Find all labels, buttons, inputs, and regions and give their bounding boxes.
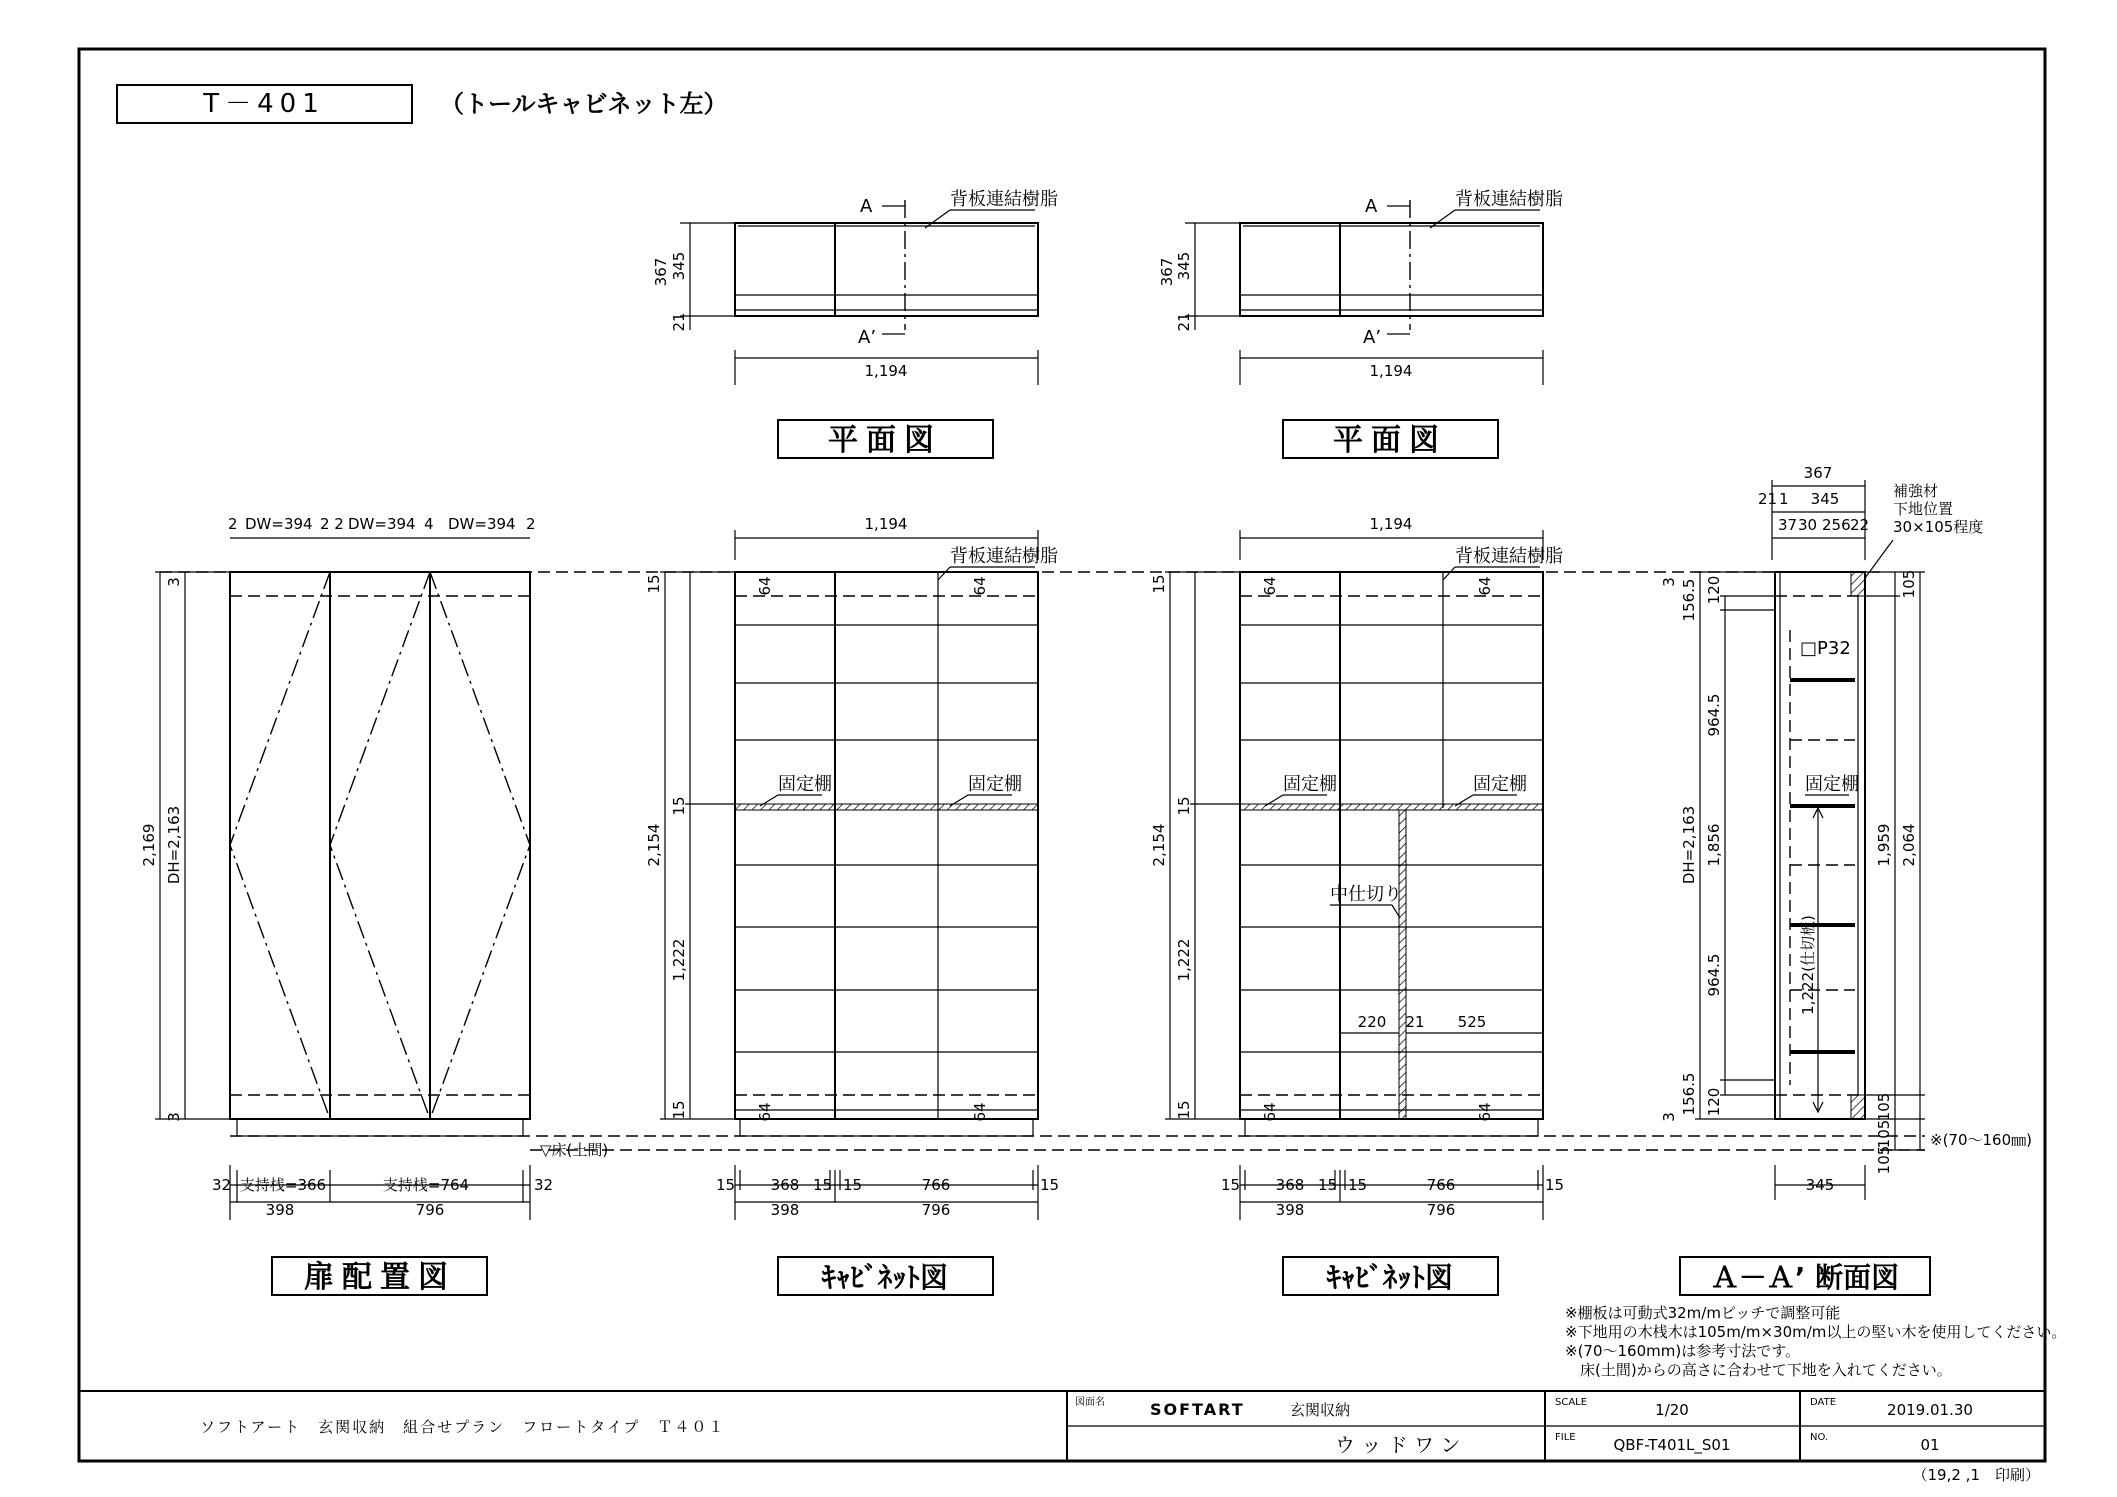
svg-text:固定棚: 固定棚 <box>778 774 832 795</box>
svg-text:367: 367 <box>1803 464 1833 482</box>
plan-title-left: 平面図 <box>828 423 942 458</box>
svg-text:DW=394: DW=394 <box>245 515 313 533</box>
svg-text:64: 64 <box>756 1102 774 1122</box>
svg-text:固定棚: 固定棚 <box>1473 774 1527 795</box>
svg-text:中仕切り: 中仕切り <box>1330 884 1402 905</box>
svg-text:398: 398 <box>770 1201 800 1219</box>
floor-label: ▽床(土間) <box>540 1141 609 1159</box>
cabinet-title-left: ｷｬﾋﾞﾈｯﾄ図 <box>821 1261 949 1294</box>
svg-text:ソフトアート 玄関収納 組合せプラン フロートタイプ Ｔ４０: ソフトアート 玄関収納 組合せプラン フロートタイプ Ｔ４０１ <box>200 1418 726 1436</box>
svg-text:525: 525 <box>1457 1013 1487 1031</box>
svg-text:3: 3 <box>1660 1112 1678 1122</box>
svg-text:766: 766 <box>921 1176 951 1194</box>
svg-text:1,222: 1,222 <box>670 938 688 982</box>
svg-text:2,154: 2,154 <box>1150 823 1168 867</box>
svg-text:64: 64 <box>971 576 989 596</box>
svg-text:398: 398 <box>1275 1201 1305 1219</box>
svg-text:FILE: FILE <box>1555 1432 1576 1443</box>
svg-text:1: 1 <box>1779 490 1789 508</box>
svg-text:796: 796 <box>415 1201 445 1219</box>
svg-text:21: 21 <box>1405 1013 1425 1031</box>
svg-text:DW=394: DW=394 <box>448 515 516 533</box>
svg-text:3: 3 <box>1660 577 1678 587</box>
svg-text:15: 15 <box>670 1100 688 1120</box>
svg-text:64: 64 <box>1261 576 1279 596</box>
svg-text:22: 22 <box>1850 516 1870 534</box>
title-block <box>79 1391 2045 1461</box>
svg-text:15: 15 <box>1318 1176 1338 1194</box>
svg-text:1,856: 1,856 <box>1705 823 1723 867</box>
svg-text:15: 15 <box>645 574 663 594</box>
svg-text:SOFTART: SOFTART <box>1150 1400 1245 1419</box>
svg-text:15: 15 <box>813 1176 833 1194</box>
svg-text:105: 105 <box>1875 1092 1893 1122</box>
svg-text:1/20: 1/20 <box>1655 1401 1689 1419</box>
svg-text:背板連結樹脂: 背板連結樹脂 <box>950 189 1058 210</box>
svg-text:2019.01.30: 2019.01.30 <box>1887 1401 1973 1419</box>
svg-text:15: 15 <box>1221 1176 1241 1194</box>
svg-text:15: 15 <box>1175 1100 1193 1120</box>
notes <box>1565 1304 2066 1379</box>
svg-text:220: 220 <box>1357 1013 1387 1031</box>
svg-text:固定棚: 固定棚 <box>1805 774 1859 795</box>
svg-text:368: 368 <box>1275 1176 1305 1194</box>
svg-text:367: 367 <box>1158 257 1176 287</box>
svg-text:1,194: 1,194 <box>864 362 908 380</box>
svg-text:QBF-T401L_S01: QBF-T401L_S01 <box>1613 1436 1731 1454</box>
svg-text:※(70～160mm)は参考寸法です。: ※(70～160mm)は参考寸法です。 <box>1565 1342 1801 1360</box>
svg-text:105: 105 <box>1875 1145 1893 1175</box>
svg-text:1,194: 1,194 <box>1369 515 1413 533</box>
svg-text:1,222: 1,222 <box>1175 938 1193 982</box>
svg-text:1,194: 1,194 <box>1369 362 1413 380</box>
svg-text:□P32: □P32 <box>1800 638 1851 659</box>
cabinet-title-right: ｷｬﾋﾞﾈｯﾄ図 <box>1326 1261 1454 1294</box>
svg-text:床(土間)からの高さに合わせて下地を入れてください。: 床(土間)からの高さに合わせて下地を入れてください。 <box>1565 1361 1952 1379</box>
svg-text:21: 21 <box>1758 490 1778 508</box>
svg-text:64: 64 <box>1476 576 1494 596</box>
svg-text:DW=394: DW=394 <box>348 515 416 533</box>
svg-text:21: 21 <box>1175 312 1193 332</box>
svg-text:1,222(仕切板): 1,222(仕切板) <box>1799 915 1817 1015</box>
sheet-border <box>79 49 2045 1461</box>
svg-text:A’: A’ <box>858 327 877 348</box>
svg-text:105: 105 <box>1900 569 1918 599</box>
svg-text:A: A <box>1365 196 1378 217</box>
svg-text:32: 32 <box>534 1176 554 1194</box>
plan-view-right <box>1158 189 1563 385</box>
svg-text:398: 398 <box>265 1201 295 1219</box>
svg-text:玄関収納: 玄関収納 <box>1290 1401 1351 1419</box>
svg-text:※下地用の木桟木は105m/m×30m/m以上の堅い木を使用: ※下地用の木桟木は105m/m×30m/m以上の堅い木を使用してください。 <box>1565 1323 2067 1341</box>
svg-text:345: 345 <box>670 251 688 281</box>
svg-text:64: 64 <box>1476 1102 1494 1122</box>
svg-text:796: 796 <box>1426 1201 1456 1219</box>
svg-text:A: A <box>860 196 873 217</box>
svg-text:3: 3 <box>165 1112 183 1122</box>
svg-text:37: 37 <box>1778 516 1798 534</box>
plan-title-right: 平面図 <box>1333 423 1447 458</box>
svg-text:2: 2 <box>526 515 536 533</box>
plan-view-left <box>652 189 1058 385</box>
svg-text:30: 30 <box>1798 516 1818 534</box>
svg-text:15: 15 <box>1175 796 1193 816</box>
svg-text:120: 120 <box>1705 575 1723 605</box>
svg-text:※棚板は可動式32m/mピッチで調整可能: ※棚板は可動式32m/mピッチで調整可能 <box>1565 1304 1841 1322</box>
svg-text:15: 15 <box>1545 1176 1565 1194</box>
svg-text:964.5: 964.5 <box>1705 693 1723 737</box>
svg-text:964.5: 964.5 <box>1705 953 1723 997</box>
svg-text:2,064: 2,064 <box>1900 823 1918 867</box>
svg-text:固定棚: 固定棚 <box>1283 774 1337 795</box>
svg-text:下地位置: 下地位置 <box>1893 500 1954 518</box>
svg-text:2,169: 2,169 <box>140 823 158 867</box>
svg-text:64: 64 <box>756 576 774 596</box>
door-title: 扉配置図 <box>304 1260 456 1295</box>
svg-text:背板連結樹脂: 背板連結樹脂 <box>1455 546 1563 567</box>
svg-text:32: 32 <box>212 1176 232 1194</box>
svg-text:背板連結樹脂: 背板連結樹脂 <box>950 546 1058 567</box>
svg-text:2: 2 <box>228 515 238 533</box>
svg-text:DH=2,163: DH=2,163 <box>1680 805 1698 885</box>
svg-text:15: 15 <box>1348 1176 1368 1194</box>
svg-text:345: 345 <box>1175 251 1193 281</box>
svg-text:15: 15 <box>716 1176 736 1194</box>
svg-text:2 2: 2 2 <box>320 515 344 533</box>
svg-text:背板連結樹脂: 背板連結樹脂 <box>1455 189 1563 210</box>
svg-text:30×105程度: 30×105程度 <box>1893 518 1984 536</box>
svg-text:796: 796 <box>921 1201 951 1219</box>
svg-text:図面名: 図面名 <box>1075 1397 1105 1408</box>
svg-text:ウ ッ ド ワ ン: ウ ッ ド ワ ン <box>1335 1433 1461 1457</box>
svg-text:15: 15 <box>670 796 688 816</box>
svg-text:21: 21 <box>670 312 688 332</box>
svg-text:120: 120 <box>1705 1087 1723 1117</box>
svg-text:SCALE: SCALE <box>1555 1397 1588 1408</box>
svg-text:固定棚: 固定棚 <box>968 774 1022 795</box>
section-title: Ａ－Ａ’ 断面図 <box>1710 1261 1900 1294</box>
svg-text:支持桟=764: 支持桟=764 <box>382 1176 470 1194</box>
svg-text:15: 15 <box>1150 574 1168 594</box>
cabinet-view-left <box>645 515 1059 1220</box>
svg-text:01: 01 <box>1920 1436 1940 1454</box>
door-layout-view <box>140 515 553 1220</box>
drawing-code: T－401 <box>203 89 325 119</box>
svg-text:1,194: 1,194 <box>864 515 908 533</box>
svg-text:DATE: DATE <box>1810 1397 1837 1408</box>
svg-text:4: 4 <box>424 515 434 533</box>
svg-text:NO.: NO. <box>1810 1432 1829 1443</box>
svg-text:15: 15 <box>843 1176 863 1194</box>
cabinet-view-right <box>1150 515 1564 1220</box>
svg-text:156.5: 156.5 <box>1680 578 1698 622</box>
svg-text:367: 367 <box>652 257 670 287</box>
svg-text:15: 15 <box>1040 1176 1060 1194</box>
svg-text:368: 368 <box>770 1176 800 1194</box>
svg-text:DH=2,163: DH=2,163 <box>165 805 183 885</box>
svg-text:1,959: 1,959 <box>1875 823 1893 867</box>
drawing-subtitle: （トールキャビネット左） <box>440 90 728 118</box>
svg-text:※(70～160㎜): ※(70～160㎜) <box>1930 1131 2032 1149</box>
svg-text:156.5: 156.5 <box>1680 1072 1698 1116</box>
svg-text:補強材: 補強材 <box>1893 482 1939 500</box>
svg-text:105: 105 <box>1875 1119 1893 1149</box>
print-stamp: （19,2 ,1 印刷） <box>1912 1466 2040 1484</box>
svg-text:3: 3 <box>165 577 183 587</box>
svg-text:766: 766 <box>1426 1176 1456 1194</box>
svg-text:A’: A’ <box>1363 327 1382 348</box>
svg-text:64: 64 <box>971 1102 989 1122</box>
svg-text:345: 345 <box>1805 1176 1835 1194</box>
svg-text:支持桟=366: 支持桟=366 <box>239 1176 327 1194</box>
svg-text:256: 256 <box>1822 516 1851 534</box>
svg-text:345: 345 <box>1810 490 1840 508</box>
section-view <box>1660 464 2032 1200</box>
svg-text:2,154: 2,154 <box>645 823 663 867</box>
svg-text:64: 64 <box>1261 1102 1279 1122</box>
